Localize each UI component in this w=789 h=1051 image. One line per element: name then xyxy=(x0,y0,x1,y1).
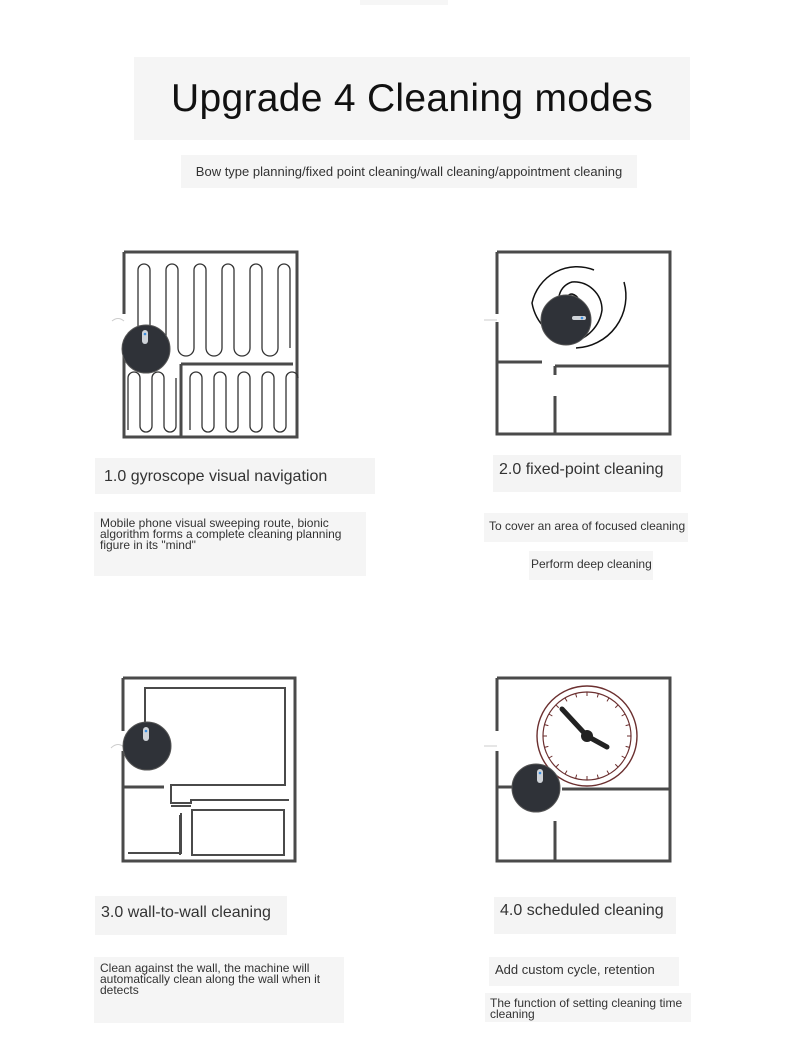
robot-vacuum-icon xyxy=(512,764,560,812)
bow-path-floorplan-illustration xyxy=(108,248,303,443)
mode-4-description-box-1 xyxy=(489,957,679,986)
title-banner xyxy=(134,57,690,140)
mode-1-description: Mobile phone visual sweeping route, bionic algorithm forms a complete cleaning planning figure in its "mind" xyxy=(100,516,342,552)
robot-vacuum-icon xyxy=(541,295,591,345)
mode-4-description-box-2 xyxy=(485,993,691,1022)
clock-floorplan-illustration xyxy=(484,673,679,868)
page-title: Upgrade 4 Cleaning modes xyxy=(171,76,653,120)
mode-1-description-box xyxy=(94,512,366,576)
mode-3-description: Clean against the wall, the machine will automatically clean along the wall when it detects xyxy=(100,961,321,997)
subtitle-banner xyxy=(181,155,637,188)
mode-3-heading: 3.0 wall-to-wall cleaning xyxy=(101,904,271,921)
mode-2-heading-box xyxy=(493,455,681,492)
mode-2-description-box-2 xyxy=(529,551,653,580)
mode-3-heading-box xyxy=(95,896,287,935)
mode-2-description-1: To cover an area of focused cleaning xyxy=(489,519,686,533)
mode-2-heading: 2.0 fixed-point cleaning xyxy=(499,461,664,478)
page-subtitle: Bow type planning/fixed point cleaning/wall cleaning/appointment cleaning xyxy=(195,164,623,179)
mode-1-heading-box xyxy=(95,458,375,494)
spiral-floorplan-illustration xyxy=(484,248,679,443)
mode-1-heading: 1.0 gyroscope visual navigation xyxy=(104,468,328,485)
mode-4-description-2: The function of setting cleaning time cleaning xyxy=(490,996,683,1021)
wall-follow-path xyxy=(128,688,289,855)
wall-follow-floorplan-illustration xyxy=(108,673,303,868)
mode-4-heading: 4.0 scheduled cleaning xyxy=(500,902,664,919)
mode-4-description-1: Add custom cycle, retention xyxy=(495,962,655,977)
mode-2-description-2: Perform deep cleaning xyxy=(531,557,652,571)
robot-vacuum-icon xyxy=(123,722,171,770)
mode-4-heading-box xyxy=(494,897,676,934)
mode-3-description-box xyxy=(94,957,344,1023)
mode-2-description-box-1 xyxy=(484,513,688,542)
top-strip xyxy=(360,0,448,5)
robot-vacuum-icon xyxy=(122,325,170,373)
